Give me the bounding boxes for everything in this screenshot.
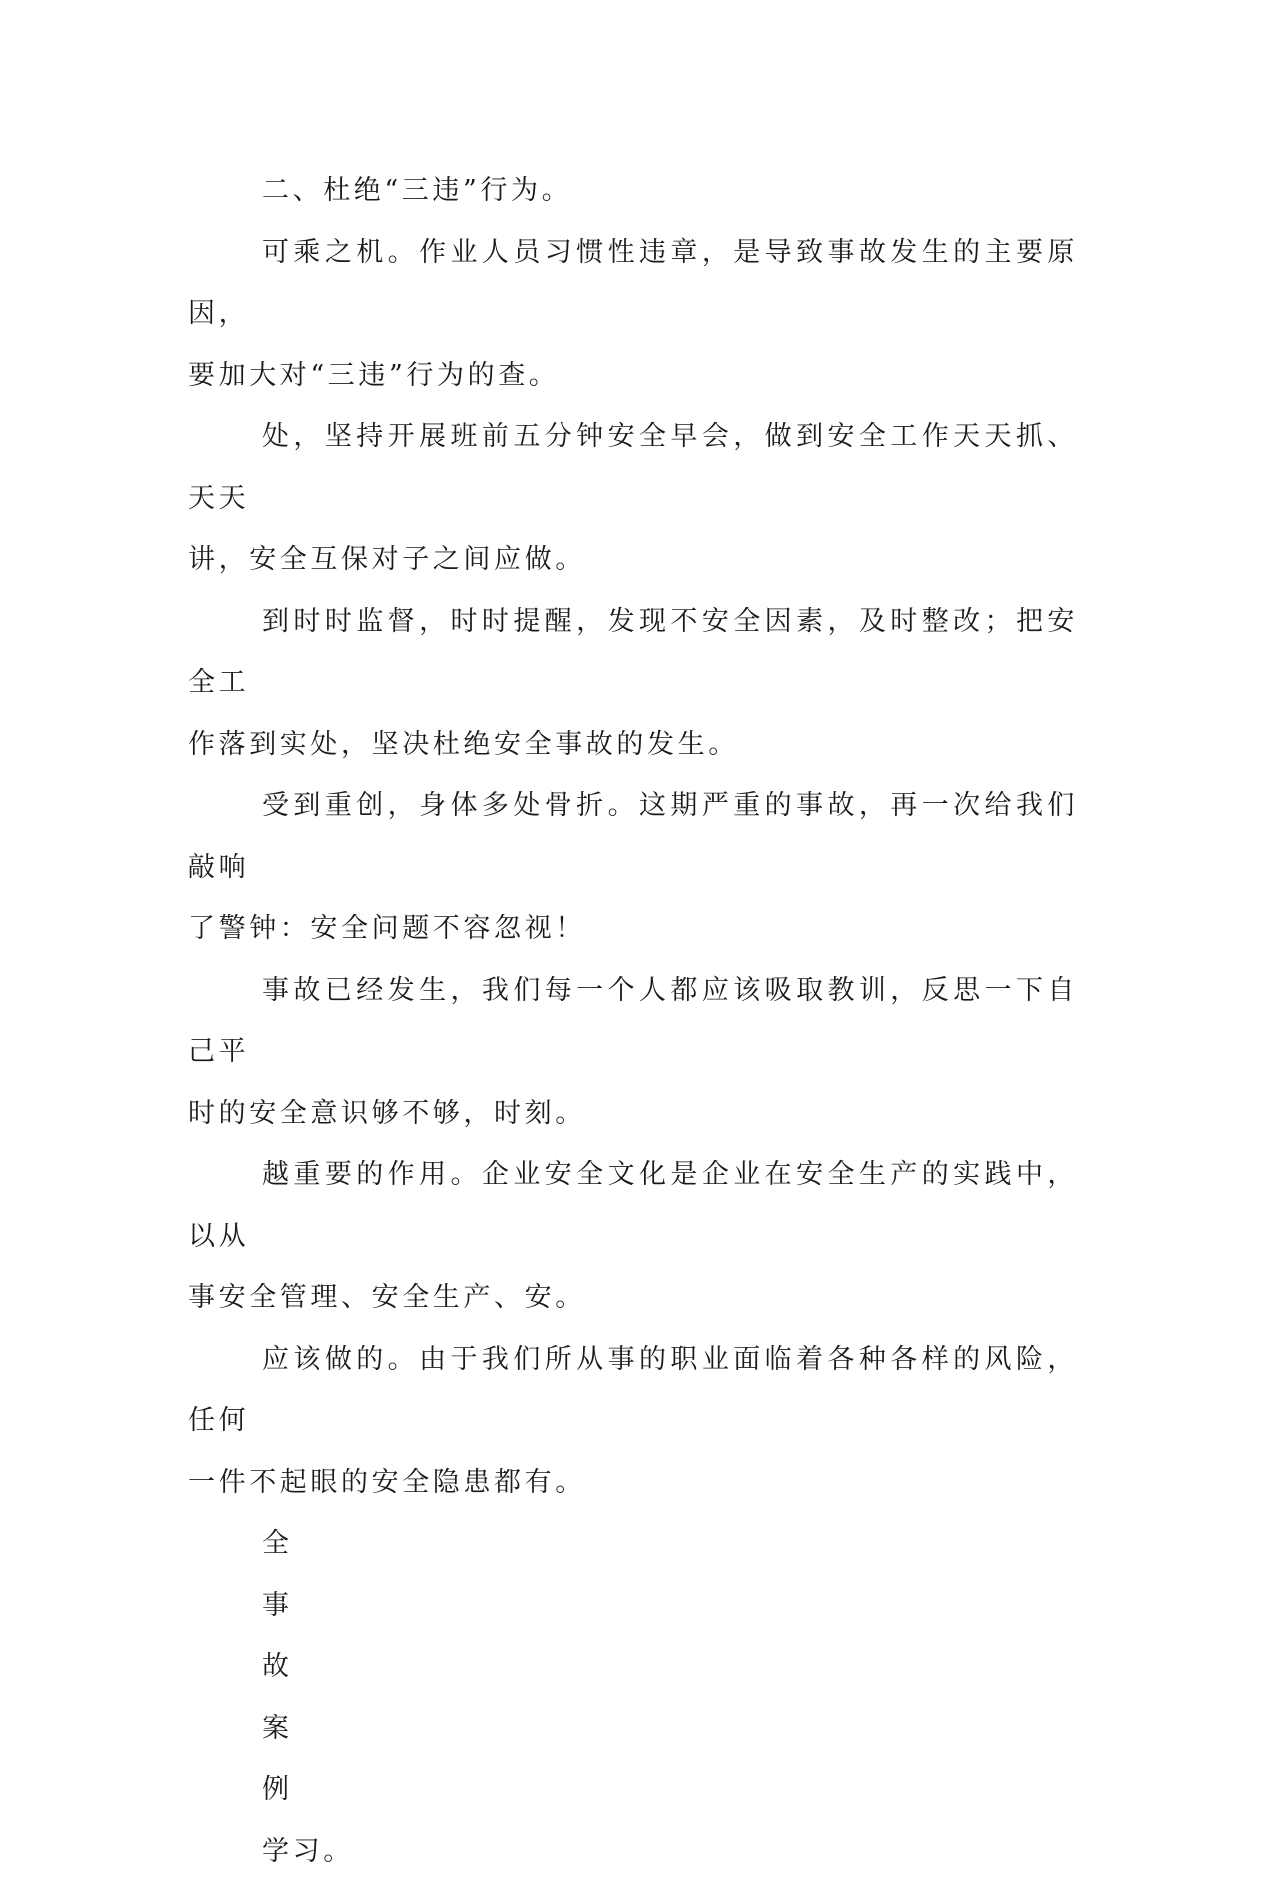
paragraph-8 — [188, 1329, 1078, 1514]
paragraph-7 — [188, 1144, 1078, 1329]
vertical-line-2: 事 — [188, 1575, 1078, 1637]
text-line: 处，坚持开展班前五分钟安全早会，做到安全工作天天抓、天天 — [188, 406, 1078, 529]
text-line: 事故已经发生，我们每一个人都应该吸取教训，反思一下自己平 — [188, 960, 1078, 1083]
paragraph-6 — [188, 960, 1078, 1145]
paragraph-1 — [188, 160, 1078, 222]
text-line: 要加大对“三违”行为的查。 — [188, 345, 1078, 407]
text-line: 到时时监督，时时提醒，发现不安全因素，及时整改；把安全工 — [188, 591, 1078, 714]
text-line: 二、杜绝“三违”行为。 — [188, 160, 1078, 222]
vertical-line-3: 故 — [188, 1636, 1078, 1698]
text-line: 时的安全意识够不够，时刻。 — [188, 1083, 1078, 1145]
text-line: 作落到实处，坚决杜绝安全事故的发生。 — [188, 714, 1078, 776]
document-body — [188, 160, 1078, 1882]
text-line: 受到重创，身体多处骨折。这期严重的事故，再一次给我们敲响 — [188, 775, 1078, 898]
vertical-line-5: 例 — [188, 1759, 1078, 1821]
paragraph-3 — [188, 406, 1078, 591]
vertical-line-1: 全 — [188, 1513, 1078, 1575]
text-line: 事安全管理、安全生产、安。 — [188, 1267, 1078, 1329]
text-line: 可乘之机。作业人员习惯性违章，是导致事故发生的主要原因， — [188, 222, 1078, 345]
text-line: 一件不起眼的安全隐患都有。 — [188, 1452, 1078, 1514]
paragraph-2 — [188, 222, 1078, 407]
text-line: 了警钟：安全问题不容忽视！ — [188, 898, 1078, 960]
vertical-line-6: 学习。 — [188, 1821, 1078, 1882]
paragraph-4 — [188, 591, 1078, 776]
text-line: 越重要的作用。企业安全文化是企业在安全生产的实践中，以从 — [188, 1144, 1078, 1267]
vertical-line-4: 案 — [188, 1698, 1078, 1760]
paragraph-5 — [188, 775, 1078, 960]
text-line: 讲，安全互保对子之间应做。 — [188, 529, 1078, 591]
text-line: 应该做的。由于我们所从事的职业面临着各种各样的风险，任何 — [188, 1329, 1078, 1452]
